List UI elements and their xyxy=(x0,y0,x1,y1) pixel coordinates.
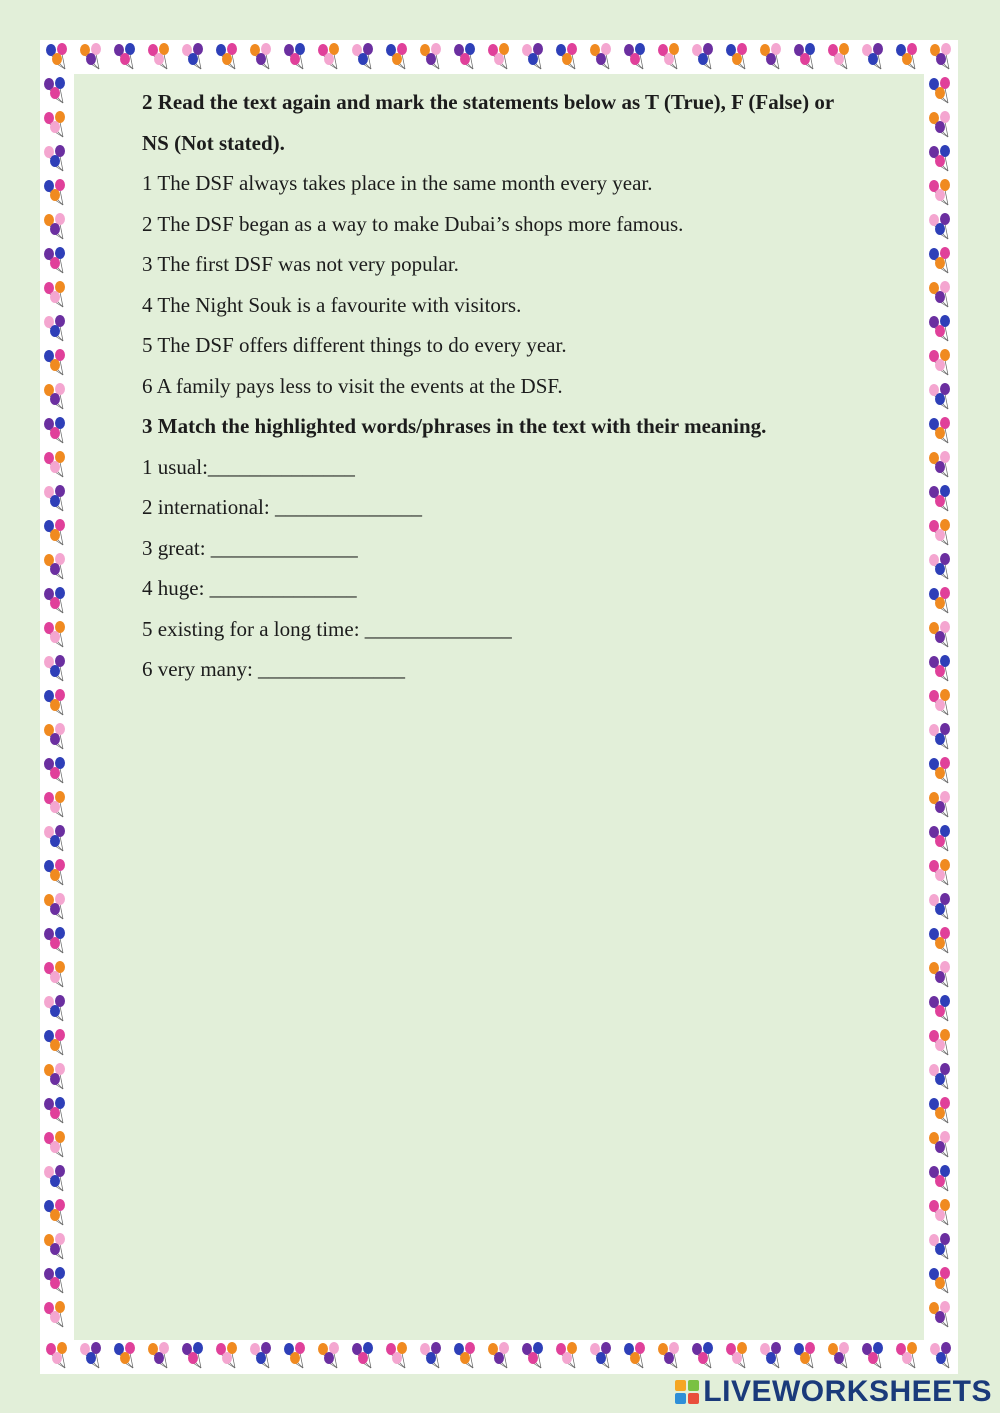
balloon-cluster-icon xyxy=(522,43,543,69)
balloon-cluster-icon xyxy=(929,791,950,817)
balloon-cluster-icon xyxy=(216,43,237,69)
balloon-cluster-icon xyxy=(44,621,65,647)
balloon-cluster-icon xyxy=(488,1342,509,1368)
exercise-2-title-line-2: NS (Not stated). xyxy=(142,130,285,155)
balloon-cluster-icon xyxy=(44,383,65,409)
balloon-cluster-icon xyxy=(929,485,950,511)
match-item-6[interactable]: 6 very many: ______________ xyxy=(142,657,406,681)
balloon-cluster-icon xyxy=(556,43,577,69)
balloon-cluster-icon xyxy=(896,43,917,69)
balloon-cluster-icon xyxy=(44,1267,65,1293)
balloon-cluster-icon xyxy=(692,1342,713,1368)
balloon-cluster-icon xyxy=(454,1342,475,1368)
balloon-cluster-icon xyxy=(929,859,950,885)
balloon-cluster-icon xyxy=(929,1301,950,1327)
balloon-cluster-icon xyxy=(658,43,679,69)
balloon-cluster-icon xyxy=(929,383,950,409)
balloon-cluster-icon xyxy=(44,791,65,817)
balloon-cluster-icon xyxy=(929,621,950,647)
match-item-4[interactable]: 4 huge: ______________ xyxy=(142,576,357,600)
balloon-cluster-icon xyxy=(44,349,65,375)
balloon-cluster-icon xyxy=(929,77,950,103)
balloon-cluster-icon xyxy=(929,1029,950,1055)
balloon-cluster-icon xyxy=(929,757,950,783)
statement-3: 3 The first DSF was not very popular. xyxy=(142,252,459,276)
balloon-cluster-icon xyxy=(284,1342,305,1368)
worksheet-content xyxy=(142,82,932,690)
balloon-cluster-icon xyxy=(386,43,407,69)
exercise-3-title: 3 Match the highlighted words/phrases in the text with their meaning. xyxy=(142,414,767,438)
balloon-cluster-icon xyxy=(216,1342,237,1368)
balloon-cluster-icon xyxy=(624,1342,645,1368)
balloon-cluster-icon xyxy=(929,927,950,953)
balloon-cluster-icon xyxy=(44,961,65,987)
balloon-cluster-icon xyxy=(929,1233,950,1259)
balloon-cluster-icon xyxy=(929,145,950,171)
balloon-cluster-icon xyxy=(44,995,65,1021)
balloon-cluster-icon xyxy=(692,43,713,69)
balloon-cluster-icon xyxy=(44,213,65,239)
balloon-cluster-icon xyxy=(420,43,441,69)
balloon-cluster-icon xyxy=(929,1267,950,1293)
balloon-cluster-icon xyxy=(590,1342,611,1368)
balloon-cluster-icon xyxy=(44,689,65,715)
balloon-cluster-icon xyxy=(44,451,65,477)
balloon-cluster-icon xyxy=(44,1165,65,1191)
balloon-cluster-icon xyxy=(44,927,65,953)
balloon-cluster-icon xyxy=(250,1342,271,1368)
balloon-cluster-icon xyxy=(44,77,65,103)
balloon-cluster-icon xyxy=(44,1199,65,1225)
balloon-cluster-icon xyxy=(929,213,950,239)
match-item-1[interactable]: 1 usual:______________ xyxy=(142,454,355,479)
balloon-cluster-icon xyxy=(929,1097,950,1123)
balloon-cluster-icon xyxy=(44,519,65,545)
balloon-cluster-icon xyxy=(929,1165,950,1191)
balloon-cluster-icon xyxy=(182,43,203,69)
balloon-cluster-icon xyxy=(930,1342,951,1368)
balloon-cluster-icon xyxy=(929,111,950,137)
balloon-cluster-icon xyxy=(929,893,950,919)
balloon-cluster-icon xyxy=(896,1342,917,1368)
balloon-cluster-icon xyxy=(726,1342,747,1368)
balloon-cluster-icon xyxy=(929,723,950,749)
balloon-cluster-icon xyxy=(929,961,950,987)
balloon-cluster-icon xyxy=(929,1131,950,1157)
balloon-cluster-icon xyxy=(929,689,950,715)
balloon-cluster-icon xyxy=(44,1301,65,1327)
liveworksheets-icon xyxy=(675,1380,699,1404)
balloon-cluster-icon xyxy=(148,43,169,69)
balloon-cluster-icon xyxy=(44,1131,65,1157)
statement-6: 6 A family pays less to visit the events at the DSF. xyxy=(142,373,563,398)
balloon-cluster-icon xyxy=(862,1342,883,1368)
match-item-2[interactable]: 2 international: ______________ xyxy=(142,495,422,519)
balloon-cluster-icon xyxy=(80,1342,101,1368)
balloon-cluster-icon xyxy=(828,43,849,69)
balloon-cluster-icon xyxy=(929,417,950,443)
balloon-cluster-icon xyxy=(929,1199,950,1225)
balloon-cluster-icon xyxy=(929,315,950,341)
balloon-cluster-icon xyxy=(828,1342,849,1368)
liveworksheets-brand-text: LIVEWORKSHEETS xyxy=(703,1375,992,1408)
balloon-cluster-icon xyxy=(44,315,65,341)
balloon-cluster-icon xyxy=(760,43,781,69)
exercise-2-title-line-1: 2 Read the text again and mark the statements below as T (True), F (False) or xyxy=(142,90,835,114)
balloon-cluster-icon xyxy=(44,111,65,137)
balloon-cluster-icon xyxy=(44,1233,65,1259)
balloon-cluster-icon xyxy=(929,519,950,545)
balloon-cluster-icon xyxy=(182,1342,203,1368)
balloon-cluster-icon xyxy=(44,1097,65,1123)
statement-1: 1 The DSF always takes place in the same month every year. xyxy=(142,171,653,195)
balloon-cluster-icon xyxy=(556,1342,577,1368)
balloon-cluster-icon xyxy=(929,179,950,205)
balloon-cluster-icon xyxy=(929,825,950,851)
balloon-cluster-icon xyxy=(44,825,65,851)
balloon-cluster-icon xyxy=(929,995,950,1021)
balloon-cluster-icon xyxy=(44,757,65,783)
balloon-cluster-icon xyxy=(386,1342,407,1368)
balloon-cluster-icon xyxy=(522,1342,543,1368)
balloon-cluster-icon xyxy=(929,587,950,613)
balloon-cluster-icon xyxy=(44,1063,65,1089)
balloon-cluster-icon xyxy=(930,43,951,69)
match-item-5[interactable]: 5 existing for a long time: ______________ xyxy=(142,616,512,641)
balloon-cluster-icon xyxy=(114,1342,135,1368)
balloon-cluster-icon xyxy=(80,43,101,69)
balloon-cluster-icon xyxy=(658,1342,679,1368)
balloon-cluster-icon xyxy=(44,859,65,885)
statement-4: 4 The Night Souk is a favourite with visitors. xyxy=(142,292,522,317)
balloon-cluster-icon xyxy=(44,893,65,919)
balloon-cluster-icon xyxy=(318,1342,339,1368)
balloon-cluster-icon xyxy=(318,43,339,69)
balloon-cluster-icon xyxy=(148,1342,169,1368)
balloon-cluster-icon xyxy=(44,485,65,511)
balloon-cluster-icon xyxy=(44,723,65,749)
balloon-cluster-icon xyxy=(250,43,271,69)
statement-2: 2 The DSF began as a way to make Dubai’s shops more famous. xyxy=(142,211,684,236)
balloon-cluster-icon xyxy=(726,43,747,69)
balloon-cluster-icon xyxy=(44,179,65,205)
balloon-cluster-icon xyxy=(454,43,475,69)
balloon-cluster-icon xyxy=(44,247,65,273)
balloon-cluster-icon xyxy=(929,655,950,681)
balloon-cluster-icon xyxy=(929,247,950,273)
balloon-cluster-icon xyxy=(114,43,135,69)
balloon-cluster-icon xyxy=(862,43,883,69)
balloon-cluster-icon xyxy=(44,553,65,579)
balloon-cluster-icon xyxy=(794,43,815,69)
balloon-cluster-icon xyxy=(352,43,373,69)
balloon-cluster-icon xyxy=(420,1342,441,1368)
balloon-cluster-icon xyxy=(284,43,305,69)
balloon-cluster-icon xyxy=(929,281,950,307)
balloon-cluster-icon xyxy=(488,43,509,69)
balloon-cluster-icon xyxy=(352,1342,373,1368)
balloon-cluster-icon xyxy=(44,1029,65,1055)
liveworksheets-logo[interactable] xyxy=(675,1375,992,1409)
balloon-cluster-icon xyxy=(44,417,65,443)
balloon-cluster-icon xyxy=(929,553,950,579)
statement-5: 5 The DSF offers different things to do every year. xyxy=(142,333,567,357)
balloon-cluster-icon xyxy=(760,1342,781,1368)
balloon-cluster-icon xyxy=(624,43,645,69)
balloon-cluster-icon xyxy=(44,587,65,613)
balloon-cluster-icon xyxy=(590,43,611,69)
balloon-cluster-icon xyxy=(794,1342,815,1368)
balloon-cluster-icon xyxy=(929,349,950,375)
match-item-3[interactable]: 3 great: ______________ xyxy=(142,535,358,560)
balloon-cluster-icon xyxy=(44,281,65,307)
balloon-cluster-icon xyxy=(929,451,950,477)
balloon-cluster-icon xyxy=(44,655,65,681)
balloon-cluster-icon xyxy=(44,145,65,171)
balloon-cluster-icon xyxy=(46,1342,67,1368)
balloon-cluster-icon xyxy=(929,1063,950,1089)
balloon-cluster-icon xyxy=(46,43,67,69)
